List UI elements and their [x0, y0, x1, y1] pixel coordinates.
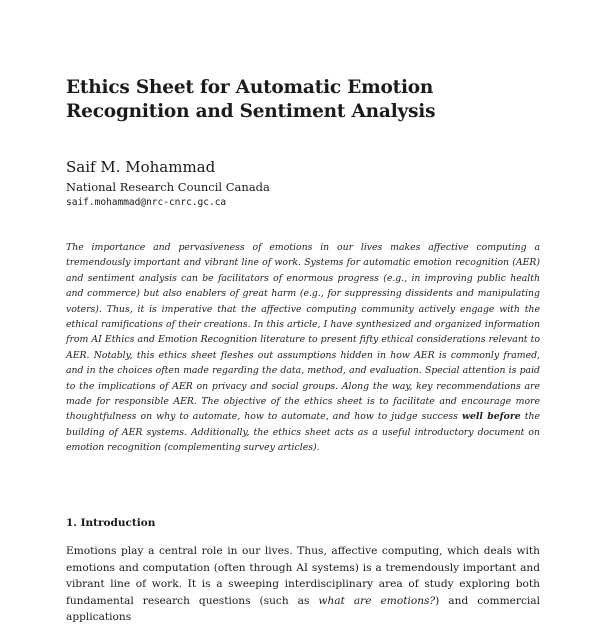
- paper-title: Ethics Sheet for Automatic Emotion Recognition and Sentiment Analysis: [66, 77, 436, 122]
- intro-text-2: ) and commercial applications: [66, 594, 540, 624]
- author-block: [66, 157, 466, 210]
- abstract-emphasis: well before: [461, 411, 521, 423]
- author-affiliation: National Research Council Canada: [66, 180, 270, 194]
- intro-emphasis: what are emotions?: [318, 594, 436, 607]
- author-email[interactable]: saif.mohammad@nrc-cnrc.gc.ca: [66, 197, 227, 208]
- abstract-text-1: The importance and pervasiveness of emotions in our lives makes affective computing a tremendously important and vibrant line of work. Systems for automatic emotion recognition (AER) and sentiment analysis can be facilitators of enormous progress (e.g., in improving public health and commerce) but also enablers of great harm (e.g., for suppressing dissidents and manipulating voters). Thus, it is imperative that the affective computing community actively engage with the ethical ramifications of their creations. In this article, I have synthesized and organized information from AI Ethics and Emotion Recognition literature to present fifty ethical considerations relevant to AER. Notably, this ethics sheet fleshes out assumptions hidden in how AER is commonly framed, and in the choices often made regarding the data, method, and evaluation. Special attention is paid to the implications of AER on privacy and social groups. Along the way, key recommendations are made for responsible AER. The objective of the ethics sheet is to facilitate and encourage more thoughtfulness on why to automate, how to automate, and how to judge success: [66, 242, 540, 423]
- introduction-paragraph: [66, 543, 540, 626]
- intro-text-1: Emotions play a central role in our lives. Thus, affective computing, which deals with emotions and computation (often through AI systems) is a tremendously important and vibrant line of work. It is a sweeping interdisciplinary area of study exploring both fundamental research questions (such as: [66, 545, 540, 607]
- section-heading-introduction: 1. Introduction: [66, 517, 156, 529]
- abstract-text-2: the building of AER systems. Additionally, the ethics sheet acts as a useful introductory document on emotion recognition (complementing survey articles).: [66, 411, 540, 454]
- author-name: Saif M. Mohammad: [66, 158, 216, 176]
- abstract: [66, 240, 540, 456]
